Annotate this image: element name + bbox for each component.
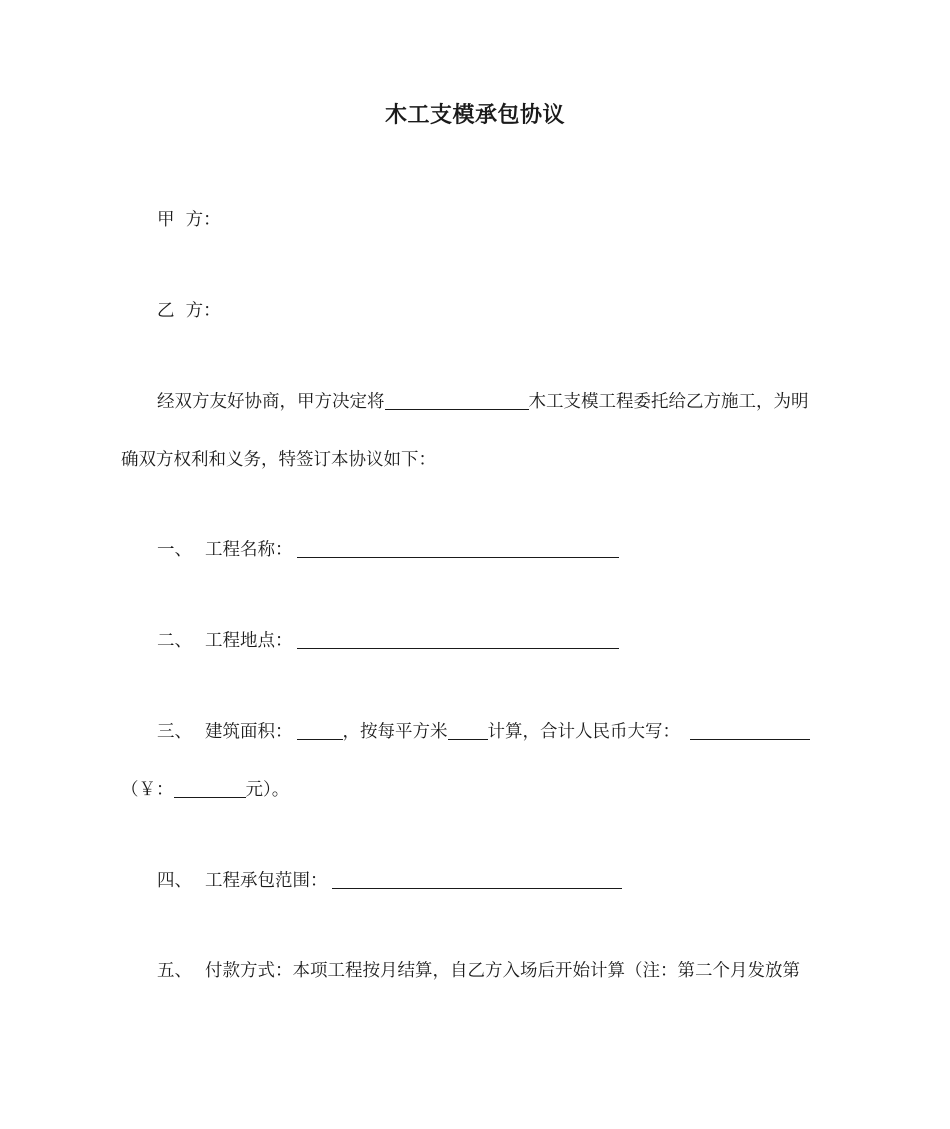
clause-text: 元）。 [245,780,290,800]
document-title: 木工支模承包协议 [384,103,565,128]
clause-2 [157,629,619,653]
clause-4 [157,869,622,893]
clause-text: 计算，合计人民币大写： [487,722,680,742]
clause-text: ，按每平方米 [342,722,448,742]
party-a-line [157,208,221,232]
clause-label: 工程地点： [205,631,293,651]
clause-3-line-2 [121,778,289,802]
clause-1 [157,538,619,562]
scope-blank[interactable] [332,870,622,889]
area-blank[interactable] [297,721,343,740]
intro-text-line2: 确双方权利和义务，特签订本协议如下： [121,450,436,470]
clause-5 [157,959,800,983]
clause-3 [157,720,810,744]
clause-number: 四、 [157,871,192,891]
clause-label: 付款方式：本项工程按月结算，自乙方入场后开始计算（注：第二个月发放第 [205,961,800,981]
intro-text-part2: 木工支模工程委托给乙方施工，为明 [528,392,809,412]
clause-label: 工程名称： [205,540,293,560]
clause-label: 建筑面积： [205,722,293,742]
party-b-line [157,299,221,323]
clause-number: 三、 [157,722,192,742]
project-blank[interactable] [385,391,529,410]
clause-number: 一、 [157,540,192,560]
total-uppercase-blank[interactable] [690,721,810,740]
project-location-blank[interactable] [297,630,619,649]
project-name-blank[interactable] [297,539,619,558]
total-amount-blank[interactable] [174,779,246,798]
clause-text: （￥： [121,780,174,800]
clause-number: 二、 [157,631,192,651]
clause-number: 五、 [157,961,192,981]
intro-line-2 [121,448,436,472]
intro-line-1 [157,390,809,414]
intro-text-part1: 经双方友好协商，甲方决定将 [157,392,385,412]
party-b-label: 乙 方： [157,301,221,321]
party-a-label: 甲 方： [157,210,221,230]
unit-price-blank[interactable] [448,721,488,740]
clause-label: 工程承包范围： [205,871,328,891]
